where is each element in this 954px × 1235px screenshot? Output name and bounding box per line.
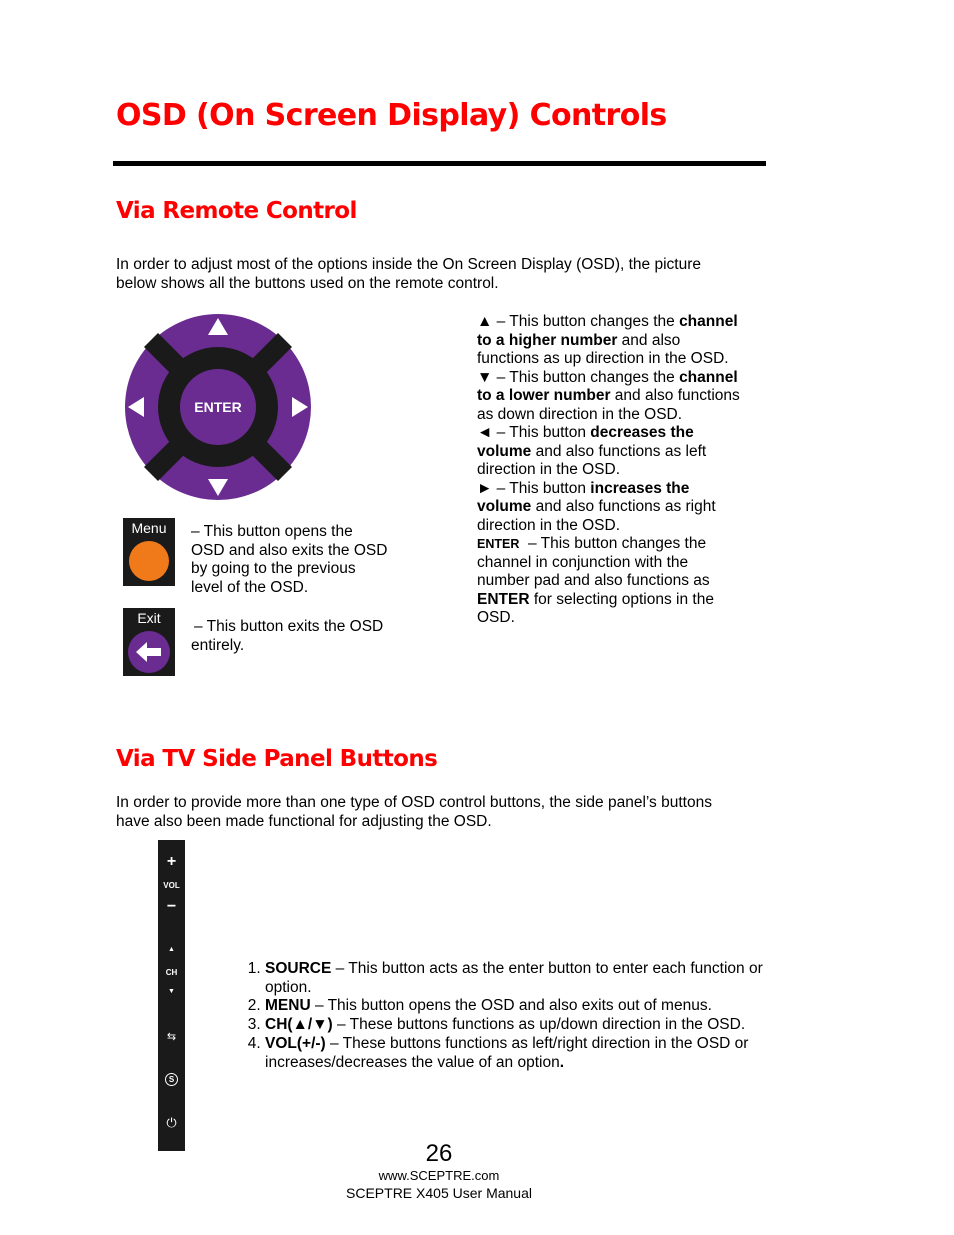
menu-desc-line: level of the OSD. xyxy=(191,578,309,596)
desc-text: – This button xyxy=(492,479,591,497)
left-arrow-glyph-icon: ◄ xyxy=(477,424,493,441)
title-divider xyxy=(113,161,766,166)
ch-down-icon: ▼ xyxy=(168,988,175,995)
desc-text: for selecting options in the xyxy=(529,590,714,608)
down-desc-2 xyxy=(477,387,767,406)
desc-bold: volume xyxy=(477,498,532,515)
desc-bold: channel xyxy=(679,368,738,386)
footer-url: www.SCEPTRE.com xyxy=(378,1168,500,1183)
left-desc-2 xyxy=(477,443,767,462)
menu-desc-line: by going to the previous xyxy=(191,560,356,577)
down-desc-3: as down direction in the OSD. xyxy=(477,405,683,423)
right-desc xyxy=(477,480,767,499)
right-desc-2 xyxy=(477,498,767,517)
list-term: SOURCE xyxy=(265,960,332,977)
right-desc-3: direction in the OSD. xyxy=(477,516,621,534)
list-text: – These buttons functions as up/down direction in the OSD. xyxy=(332,1016,746,1034)
menu-button-description xyxy=(191,523,387,597)
down-arrow-glyph-icon: ▼ xyxy=(477,368,493,386)
desc-bold: to a higher number xyxy=(477,331,618,349)
enter-small-label: ENTER xyxy=(477,537,520,551)
menu-button-label: Menu xyxy=(131,520,167,536)
list-item xyxy=(265,1035,785,1072)
ch-up-icon: ▲ xyxy=(168,946,175,953)
enter-desc-3: number pad and also functions as xyxy=(477,572,710,589)
power-panel-icon: ⏻ xyxy=(166,1115,177,1130)
side-intro-line: have also been made functional for adjusting the OSD. xyxy=(116,812,492,830)
menu-desc-line: – This button opens the xyxy=(191,523,353,540)
desc-text: and also xyxy=(617,331,681,349)
desc-bold: to a lower number xyxy=(477,387,611,404)
menu-button-illustration xyxy=(123,518,175,586)
list-item xyxy=(265,1016,785,1035)
desc-text: and also functions as left xyxy=(531,442,707,460)
dpad-enter-label: ENTER xyxy=(194,399,242,415)
section-heading-remote: Via Remote Control xyxy=(116,198,357,224)
desc-text: – This button xyxy=(492,424,591,441)
down-desc xyxy=(477,369,767,388)
desc-bold: channel xyxy=(679,313,738,330)
enter-desc-2: channel in conjunction with the xyxy=(477,553,689,571)
up-desc xyxy=(477,313,767,332)
remote-button-descriptions xyxy=(477,313,767,628)
enter-desc-5: OSD. xyxy=(477,609,515,626)
ch-label: CH xyxy=(165,968,178,977)
list-term: MENU xyxy=(265,997,311,1015)
desc-text: – This button changes the xyxy=(492,313,680,330)
exit-arrow-icon xyxy=(127,630,171,674)
list-item xyxy=(265,997,785,1016)
desc-bold: ENTER xyxy=(477,590,530,608)
exit-button-label: Exit xyxy=(137,610,161,626)
desc-text: and also functions xyxy=(610,387,740,404)
enter-desc xyxy=(477,535,767,554)
footer-manual: SCEPTRE X405 User Manual xyxy=(346,1185,532,1201)
desc-bold: increases the xyxy=(590,479,690,497)
vol-label: VOL xyxy=(163,881,180,890)
remote-intro-line: In order to adjust most of the options inside the On Screen Display (OSD), the picture xyxy=(116,256,701,273)
list-tail: . xyxy=(559,1053,565,1071)
list-text: – This button acts as the enter button to enter each function or option. xyxy=(265,960,763,996)
desc-bold: volume xyxy=(477,442,532,460)
page-title: OSD (On Screen Display) Controls xyxy=(116,98,667,133)
right-arrow-glyph-icon: ► xyxy=(477,479,493,497)
side-intro xyxy=(116,794,712,831)
remote-intro-line: below shows all the buttons used on the remote control. xyxy=(116,274,499,292)
up-arrow-glyph-icon: ▲ xyxy=(477,313,493,330)
exit-button-description xyxy=(191,618,383,655)
menu-orange-circle xyxy=(129,541,169,581)
vol-minus-icon: − xyxy=(166,898,177,915)
list-term: CH(▲/▼) xyxy=(265,1016,333,1034)
list-item xyxy=(265,960,785,997)
up-desc-2 xyxy=(477,332,767,351)
menu-desc-line: OSD and also exits the OSD xyxy=(191,541,388,559)
up-desc-3: functions as up direction in the OSD. xyxy=(477,350,729,367)
list-text: – This button opens the OSD and also exits out of menus. xyxy=(310,997,712,1015)
left-desc xyxy=(477,424,767,443)
desc-text: – This button changes the xyxy=(492,368,680,386)
enter-desc-4 xyxy=(477,591,767,610)
exit-desc-line: – This button exits the OSD xyxy=(194,618,384,635)
page-number: 26 xyxy=(425,1140,453,1167)
exit-button-illustration xyxy=(123,608,175,676)
side-intro-line: In order to provide more than one type of OSD control buttons, the side panel’s buttons xyxy=(116,794,712,811)
desc-text: and also functions as right xyxy=(531,498,716,515)
menu-panel-icon: ⇆ xyxy=(166,1031,177,1043)
list-text: – These buttons functions as left/right direction in the OSD or increases/decreases the value of an option xyxy=(265,1035,749,1071)
remote-intro xyxy=(116,256,701,293)
desc-text: – This button changes the xyxy=(519,535,707,552)
section-heading-side-panel: Via TV Side Panel Buttons xyxy=(116,746,438,772)
vol-plus-icon: + xyxy=(166,853,177,870)
desc-bold: decreases the xyxy=(590,424,694,441)
side-panel-button-list xyxy=(238,960,785,1073)
remote-dpad xyxy=(122,311,314,503)
exit-desc-line: entirely. xyxy=(191,636,245,654)
side-panel-strip xyxy=(158,840,185,1151)
left-desc-3: direction in the OSD. xyxy=(477,461,621,478)
source-panel-icon: S xyxy=(165,1073,178,1086)
list-term: VOL(+/-) xyxy=(265,1035,326,1053)
